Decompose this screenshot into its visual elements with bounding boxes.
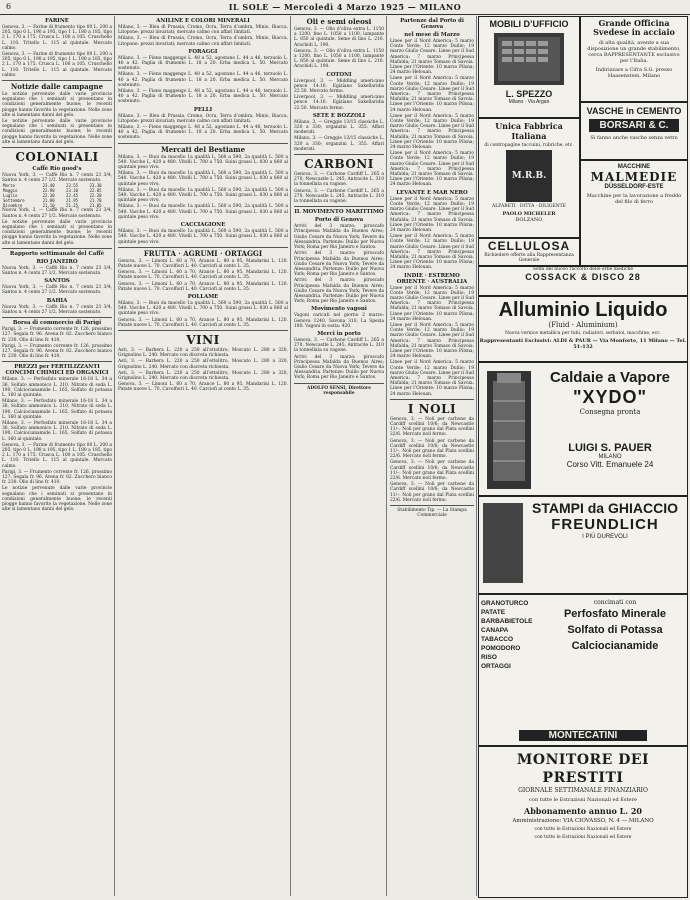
section-heading: INDIE · ESTREMO ORIENTE · AUSTRALIA (396, 272, 468, 285)
article-text: Arrivi del 3 marzo: piroscafo Principessa Mafalda da Buenos Aires; Giulio Cesare da Nuova York; Tevere da Alessandria. Partenze: Duilio per Nuova York; Roma per Rio Janeiro e Santos. (294, 251, 384, 278)
article-text: Nuova York, 3. — Caffè Rio n. 7 cents 23 3/4, Santos n. 4 cents 27 1/2. Mercato sostenuto. (2, 285, 112, 296)
article-text: Arrivi del 3 marzo: piroscafo Principessa Mafalda da Buenos Aires; Giulio Cesare da Nuova York; Tevere da Alessandria. Partenze: Duilio per Nuova York; Roma per Rio Janeiro e Santos. (294, 224, 384, 251)
ad-brand: L. SPEZZO (505, 89, 553, 99)
section-heading: BAHIA (46, 297, 68, 304)
fertilizer-name: Perfosfato Minerale (563, 608, 667, 620)
section-heading: Oli e semi oleosi (306, 17, 372, 26)
section-heading: ANILINE E COLORI MINERALI (156, 18, 250, 24)
article-text: Le notizie pervenute dalle varie provincie segnalano che i seminati si presentano in condizioni generalmente buone; le recenti piogge hanno favorito la vegetazione. Nelle zone alte si lamentano danni del gelo. (2, 219, 112, 246)
ad-stampi-ghiaccio (478, 496, 688, 594)
ad-subtext: DÜSSELDORF-ESTE (604, 184, 664, 190)
article-text: Milano, 3. — Buoi da macello 1a qualità L. 560 a 590, 2a qualità L. 500 a 540. Vacche L. 420 a 480. Vitelli L. 700 a 750. Suini grassi L. 830 a 860 al quintale peso vivo. (118, 171, 288, 187)
article-text: Genova, 3. — Carbone Cardiff L. 265 a 270, Newcastle L. 245, Antracite L. 310 la tonnellata su vagone. (294, 337, 384, 354)
page-header (0, 0, 690, 15)
book-illustration: M.R.B. (506, 150, 552, 202)
article-text: Parigi, 3. — Frumento corrente fr. 126, prossimo 127. Segala fr. 96. Avena fr. 82. Zucchero bianco fr. 230. Olio di lino fr. 410. (2, 327, 112, 343)
section-heading: Borsa di commercio di Parigi (12, 320, 102, 327)
section-heading: COTONI (326, 71, 352, 78)
article-text: Genova, 3. — Limoni L. 60 a 70, Arance L. 80 a 95, Mandarini L. 120. Patate nuove L. 70. Cavolfiori L. 40. Carciofi al cento L. 35. (118, 317, 288, 328)
crop-name: GRANOTURCO (481, 600, 529, 607)
table-row: Marzo 23.40 23.55 23.30 (3, 183, 102, 189)
editor-credit: ADOLFO SENSI, Direttore responsabile (306, 385, 372, 396)
section-heading: I NOLI (407, 401, 457, 416)
article-text: Genova, 3. — Farine di frumento tipo 00 L. 200 a 205, tipo 0 L. 190 a 195, tipo 1 L. 180 a 185, tipo 2 L. 170 a 175. Crusca L. 100 a 105. Cruschello L. 110. Tritello L. 115 al quintale. Mercato calmo. (2, 25, 112, 51)
ad-title: Unica Fabbrica Italiana (495, 121, 563, 141)
ad-officina-svedese (580, 16, 688, 102)
ad-cellulosa (478, 238, 580, 266)
ad-concimi-montecatini (478, 594, 688, 746)
article-text: Genova, 3. — Carbone Cardiff L. 265 a 270, Newcastle L. 245, Antracite L. 310 la tonnellata su vagone. (294, 188, 384, 205)
ad-text: con tutte le Estrazioni Nazionali ed Estere (534, 827, 632, 832)
ad-subtitle: GIORNALE SETTIMANALE FINANZIARIO (518, 787, 648, 794)
crop-name: CANAPA (481, 627, 509, 634)
crop-name: PATATE (481, 609, 506, 616)
caffe-table (2, 184, 112, 208)
article-text: Milano, 3. — Buoi da macello 1a qualità L. 560 a 590, 2a qualità L. 500 a 540. Vacche L. 420 a 480. Vitelli L. 700 a 750. Suini grassi L. 830 a 860 al quintale peso vivo. (118, 187, 288, 204)
section-heading: IL MOVIMENTO MARITTIMO (294, 209, 384, 216)
article-text: Genova, 3. — Carbone Cardiff L. 265 a 270, Newcastle L. 245, Antracite L. 310 la tonnellata su vagone. (294, 172, 384, 188)
ad-city: BOLZANO (515, 217, 543, 223)
article-text: Linee per il Nord America: 5 marzo Conte Verde; 12 marzo Duilio; 19 marzo Giulio Cesare. Linee per il Sud America: 7 marzo Principessa Mafalda; 21 marzo Tomaso di Savoia. Linee per l’Oriente: 10 marzo Pilsna; 24 marzo Helouan. (390, 234, 474, 271)
section-heading: Mercati del Bestiame (160, 144, 246, 154)
table-row: Maggio 22.90 23.10 22.85 (3, 188, 102, 194)
ad-title: Alluminio Liquido (498, 299, 668, 321)
section-heading: CARBONI (304, 157, 374, 172)
ad-contact: Indirizzare a Cifra S.G. presso Haasenstein, Milano (595, 67, 673, 79)
crop-name: ORTAGGI (481, 663, 511, 670)
ad-brand: MONTECATINI (519, 730, 647, 741)
ad-brand: "XYDO" (572, 387, 648, 407)
ad-mobili-ufficio (478, 16, 580, 118)
ad-brand: MALMEDIE (590, 170, 678, 184)
article-text: Milano, 3. — Buoi da macello 1a qualità L. 560 a 590, 2a qualità L. 500 a 540. Vacche L. 420 a 480. Vitelli L. 700 a 750. Suini grassi L. 830 a 860 al quintale peso vivo. (118, 154, 288, 171)
ad-address: Amministrazione: VIA CIOVASSO, N. 4 — MILANO (512, 818, 654, 824)
article-text: Milano, 3. — Bleu di Prussia, Cromo, Ocra, Terra d’ombra, Minio, Biacca, Litopone: prezzi invariati; mercato calmo con affari limitati. (118, 25, 288, 36)
article-text: Linee per il Nord America: 5 marzo Conte Verde; 12 marzo Duilio; 19 marzo Giulio Cesare. Linee per il Sud America: 7 marzo Principessa Mafalda; 21 marzo Tomaso di Savoia. Linee per l’Oriente: 10 marzo Pilsna; 24 marzo Helouan. (390, 322, 474, 360)
section-heading: Notizie dalle campagne (10, 82, 104, 92)
article-text: Genova, 3. — Limoni L. 60 a 70, Arance L. 80 a 95, Mandarini L. 120. Patate nuove L. 70. Cavolfiori L. 40. Carciofi al cento L. 35. (118, 270, 288, 281)
section-heading: COLONIALI (15, 150, 99, 165)
cabinet-illustration (494, 33, 564, 85)
crop-name: TABACCO (481, 636, 514, 643)
article-text: Liverpool, 3. — Middling americano pence 14.10. Egiziano Sakellaridis 22.50. Mercato fermo. (294, 95, 384, 111)
article-text: Milano, 3. — Fieno maggengo L. 48 a 52, agostano L. 44 a 46, terzuolo L. 40 a 42. Paglia di frumento L. 18 a 20. Erba medica L. 50. Mercato sostenuto. (118, 89, 288, 105)
article-text: Linee per il Nord America: 5 marzo Conte Verde; 12 marzo Duilio; 19 marzo Giulio Cesare. Linee per il Sud America: 7 marzo Principessa Mafalda; 21 marzo Tomaso di Savoia. Linee per l’Oriente: 10 marzo Pilsna; 24 marzo Helouan. (390, 76, 474, 113)
ad-malmedie (580, 160, 688, 266)
fertilizer-name: Solfato di Potassa (567, 624, 663, 636)
ad-unica-fabbrica (478, 118, 580, 238)
section-heading: SANTOS (44, 278, 70, 285)
ad-maker: LUIGI S. PAUER (568, 442, 652, 454)
article-text: Genova, 3. — Farine di frumento tipo 00 L. 200 a 205, tipo 0 L. 190 a 195, tipo 1 L. 180 a 185, tipo 2 L. 170 a 175. Crusca L. 100 a 105. Cruschello L. 110. Tritello L. 115 al quintale. Mercato calmo. (2, 52, 112, 78)
column-4 (390, 16, 477, 896)
article-text: Le notizie pervenute dalle varie provincie segnalano che i seminati si presentano in condizioni generalmente buone; le recenti piogge hanno favorito la vegetazione. Nelle zone alte si lamentano danni del gelo. (2, 92, 112, 118)
ad-text: Richiedere offerte alla Rappresentanza Generale (484, 253, 574, 263)
section-heading: FORAGGI (188, 48, 218, 55)
article-text: Milano, 3. — Bleu di Prussia, Cromo, Ocra, Terra d’ombra, Minio, Biacca, Litopone: prezzi invariati; mercato calmo con affari limitati. (118, 113, 288, 124)
ad-subtext: ALFABETI · DITTA · DILIGENTE (492, 204, 566, 209)
ad-title: CELLULOSA (487, 239, 571, 253)
article-text: Nuova York, 3. — Caffè Rio n. 7 cents 23 3/4, Santos n. 4 cents 27 1/2. Mercato sostenuto. (2, 304, 112, 315)
crop-name: BARBABIETOLE (481, 618, 533, 625)
article-text: Asti, 3. — Barbera L. 220 a 250 all’ettolitro, Moscato L. 280 a 320, Grignolino L. 240. Mercato con discreta richiesta. (118, 359, 288, 370)
ad-maker: PAOLO MICHELER (502, 211, 556, 217)
article-text: Genova, 3. — Farine di frumento tipo 00 L. 200 a 205, tipo 0 L. 190 a 195, tipo 1 L. 180 a 185, tipo 2 L. 170 a 175. Crusca L. 100 a 105. Cruschello L. 110. Tritello L. 115 al quintale. Mercato calmo. (2, 442, 112, 469)
article-text: Genova, 3. — Limoni L. 60 a 70, Arance L. 80 a 95, Mandarini L. 120. Patate nuove L. 70. Cavolfiori L. 40. Carciofi al cento L. 35. (118, 281, 288, 292)
article-text: Milano, 3. — Fieno maggengo L. 48 a 52, agostano L. 44 a 46, terzuolo L. 40 a 42. Paglia di frumento L. 18 a 20. Erba medica L. 50. Mercato sostenuto. (118, 72, 288, 88)
article-text: Le notizie pervenute dalle varie provincie segnalano che i seminati si presentano in condizioni generalmente buone; le recenti piogge hanno favorito la vegetazione. Nelle zone alte si lamentano danni del gelo. (2, 486, 112, 513)
section-heading: POLLAME (187, 293, 219, 300)
ad-subtitle: (Fluid - Aluminium) (548, 321, 618, 329)
section-heading: LEVANTE E MAR NERO (396, 189, 468, 196)
section-heading: Porto di Genova (314, 217, 364, 224)
ad-title: VASCHE in CEMENTO (586, 106, 682, 116)
article-text: Asti, 3. — Barbera L. 220 a 250 all’ettolitro, Moscato L. 280 a 320, Grignolino L. 240. Mercato con discreta richiesta. (118, 370, 288, 381)
printer-credit: Stabilimento Tip. — La Stampa Commerciale (397, 508, 467, 519)
fertilizer-name: Calciocianamide (571, 640, 659, 652)
ad-title: Caldaie a Vapore (549, 369, 671, 386)
section-heading: RIO JANEIRO (36, 258, 78, 265)
section-heading: FRUTTA · AGRUMI · ORTAGGI (143, 248, 263, 258)
article-text: Genova, 3. — Noli per carbone da Cardiff scellini 10/6; da Newcastle 11/–. Noli per grano dal Plata scellini 22/6. Mercato noli fermo. (390, 482, 474, 503)
ad-caldaie-xydo (478, 362, 688, 496)
section-heading: PREZZI per FERTILIZZANTI CONCIMI CHIMICI ED ORGANICI (5, 364, 109, 377)
article-text: Genova, 3. — Olio d’oliva extra L. 1150 a 1200, fino L. 1050 a 1100, lampante L. 850 al quintale. Seme di lino L. 210. Arachidi L. 190. (294, 48, 384, 70)
article-text: Genova, 3. — Olio d’oliva extra L. 1150 a 1200, fino L. 1050 a 1100, lampante L. 850 al quintale. Seme di lino L. 210. Arachidi L. 190. (294, 27, 384, 48)
section-heading: SETE E BOZZOLI (312, 112, 366, 119)
article-text: Milano, 3. — Perfosfato minerale 16-18 L. 34 a 36, Solfato ammonico L. 210, Nitrato di soda L. 190, Calciocianamide L. 165, Solfato di potassa L. 160 al quintale. (2, 420, 112, 442)
ad-brand: BORSARI & C. (589, 119, 679, 132)
ad-cossack (478, 266, 688, 296)
ad-text: con tutte le Estrazioni Nazionali ed Estere (534, 835, 632, 840)
column-1 (2, 16, 115, 896)
ice-mold-illustration (483, 503, 523, 583)
article-text: Genova, 3. — Noli per carbone da Cardiff scellini 10/6; da Newcastle 11/–. Noli per grano dal Plata scellini 22/6. Mercato noli fermo. (390, 416, 474, 438)
boiler-illustration (487, 371, 531, 489)
crop-name: POMODORO (481, 645, 521, 652)
masthead-line: IL SOLE — Mercoledì 4 Marzo 1925 — MILANO (228, 2, 462, 12)
section-heading: Rapporto settimanale del Caffè (9, 250, 105, 257)
ad-text: Nuova vernice metallica per tubi, radiatori, serbatoi, macchine, ecc. (504, 331, 662, 336)
crop-name: RISO (481, 654, 497, 661)
section-heading: FARINE (45, 18, 69, 24)
article-text: Milano, 3. — Fieno maggengo L. 48 a 52, agostano L. 44 a 46, terzuolo L. 40 a 42. Paglia di frumento L. 18 a 20. Erba medica L. 50. Mercato sostenuto. (118, 55, 288, 72)
article-text: Milano, 3. — Buoi da macello 1a qualità L. 560 a 590, 2a qualità L. 500 a 540. Vacche L. 420 a 480. Vitelli L. 700 a 750. Suini grassi L. 830 a 860 al quintale peso vivo. (118, 229, 288, 245)
section-heading: nel mese di Marzo (404, 32, 460, 38)
article-text: Milano, 3. — Perfosfato minerale 16-18 L. 34 a 36, Solfato ammonico L. 210, Nitrato di soda L. 190, Calciocianamide L. 165, Solfato di potassa L. 160 al quintale. (2, 399, 112, 420)
article-text: Milano, 3. — Buoi da macello 1a qualità L. 560 a 590, 2a qualità L. 500 a 540. Vacche L. 420 a 480. Vitelli L. 700 a 750. Suini grassi L. 830 a 860 al quintale peso vivo. (118, 300, 288, 317)
section-heading: Partenze dal Porto di Genova (400, 18, 464, 30)
ad-address: Corso Vitt. Emanuele 24 (566, 460, 654, 469)
article-text: Nuova York, 3. — Caffè Rio n. 7 cents 23 3/4, Santos n. 4 cents 27 1/2. Mercato sostenuto. (2, 208, 112, 219)
section-heading: PELLI (193, 106, 213, 113)
ad-title: MOBILI D’UFFICIO (489, 19, 569, 29)
ad-text: con tutte le Estrazioni Nazionali ed Estere (529, 797, 637, 803)
article-text: Genova, 3. — Noli per carbone da Cardiff scellini 10/6; da Newcastle 11/–. Noli per grano dal Plata scellini 22/6. Mercato noli fermo. (390, 438, 474, 460)
article-text: Linee per il Nord America: 5 marzo Conte Verde; 12 marzo Duilio; 19 marzo Giulio Cesare. Linee per il Sud America: 7 marzo Principessa Mafalda; 21 marzo Tomaso di Savoia. Linee per l’Oriente: 10 marzo Pilsna; 24 marzo Helouan. (390, 196, 474, 233)
ad-vasche-cemento (580, 102, 688, 160)
section-heading: Merci in porto (317, 330, 361, 337)
ad-text: di alta qualità, avente a sua disposizione un grande stabilimento, cerca RAPPRESENTANTE esclusivo per l’Italia. (587, 40, 681, 64)
column-3 (294, 16, 387, 896)
ad-subtext: Consegna pronta (579, 408, 641, 416)
ad-alluminio-liquido (478, 296, 688, 362)
ad-text: Macchine per la lavorazione a freddo del filo di ferro (586, 193, 682, 205)
article-text: Milano, 3. — Greggie 13/15 classiche L. 320 a 330; organzini L. 355. Affari moderati. (294, 119, 384, 136)
table-row: Luglio 22.30 22.45 22.20 (3, 193, 102, 199)
article-text: Parigi, 3. — Frumento corrente fr. 126, prossimo 127. Segala fr. 96. Avena fr. 82. Zucchero bianco fr. 230. Olio di lino fr. 410. (2, 343, 112, 360)
article-text: Milano, 3. — Bleu di Prussia, Cromo, Ocra, Terra d’ombra, Minio, Biacca, Litopone: prezzi invariati; mercato calmo con affari limitati. (118, 36, 288, 47)
article-text: Arrivi del 3 marzo: piroscafo Principessa Mafalda da Buenos Aires; Giulio Cesare da Nuova York; Tevere da Alessandria. Partenze: Duilio per Nuova York; Roma per Rio Janeiro e Santos. (294, 278, 384, 305)
page-number: 6 (6, 2, 12, 11)
ad-subtext: Si fanno anche vasche senza vetro (590, 135, 678, 141)
ad-address: Milano · Via Argan (508, 99, 550, 105)
article-text: Genova, 3. — Limoni L. 60 a 70, Arance L. 80 a 95, Mandarini L. 120. Patate nuove L. 70. Cavolfiori L. 40. Carciofi al cento L. 35. (118, 258, 288, 269)
ad-title: STAMPI da GHIACCIO (532, 500, 678, 516)
article-text: Linee per il Nord America: 5 marzo Conte Verde; 12 marzo Duilio; 19 marzo Giulio Cesare. Linee per il Sud America: 7 marzo Principessa Mafalda; 21 marzo Tomaso di Savoia. Linee per l’Oriente: 10 marzo Pilsna; 24 marzo Helouan. (390, 285, 474, 322)
table-row: Settembre 21.80 21.95 21.70 (3, 197, 102, 203)
article-text: Arrivi del 3 marzo: piroscafo Principessa Mafalda da Buenos Aires; Giulio Cesare da Nuova York; Tevere da Alessandria. Partenze: Duilio per Nuova York; Roma per Rio Janeiro e Santos. (294, 354, 384, 381)
section-heading: CACCIAGIONE (180, 222, 226, 229)
column-2 (118, 16, 291, 896)
article-text: Linee per il Nord America: 5 marzo Conte Verde; 12 marzo Duilio; 19 marzo Giulio Cesare. Linee per il Sud America: 7 marzo Principessa Mafalda; 21 marzo Tomaso di Savoia. Linee per l’Oriente: 10 marzo Pilsna; 24 marzo Helouan. (390, 360, 474, 397)
section-heading: Caffè Rio good’s (32, 166, 82, 173)
ad-title: MONITORE DEI PRESTITI (516, 752, 650, 786)
article-text: Linee per il Nord America: 5 marzo Conte Verde; 12 marzo Duilio; 19 marzo Giulio Cesare. Linee per il Sud America: 7 marzo Principessa Mafalda; 21 marzo Tomaso di Savoia. Linee per l’Oriente: 10 marzo Pilsna; 24 marzo Helouan. (390, 39, 474, 76)
article-text: Asti, 3. — Barbera L. 220 a 250 all’ettolitro, Moscato L. 280 a 320, Grignolino L. 240. Mercato con discreta richiesta. (118, 347, 288, 359)
article-text: Milano, 3. — Perfosfato minerale 16-18 L. 34 a 36, Solfato ammonico L. 210, Nitrato di soda L. 190, Calciocianamide L. 165, Solfato di potassa L. 160 al quintale. (2, 377, 112, 398)
article-text: Milano, 3. — Greggie 13/15 classiche L. 320 a 330; organzini L. 355. Affari moderati. (294, 136, 384, 152)
article-text: Milano, 3. — Buoi da macello 1a qualità L. 560 a 590, 2a qualità L. 500 a 540. Vacche L. 420 a 480. Vitelli L. 700 a 750. Suini grassi L. 830 a 860 al quintale peso vivo. (118, 204, 288, 220)
article-text: Nuova York, 3. — Caffè Rio n. 7 cents 23 3/4, Santos n. 4 cents 27 1/2. Mercato sostenuto. (2, 265, 112, 277)
ad-subtext: concimati con (593, 599, 637, 606)
ad-contact: Rappresentanti Esclusivi: ALDI & PAUR — Via Monforte, 11 Milano — Tel. 51-132 (479, 338, 687, 350)
article-text: Genova, 3. — Limoni L. 60 a 70, Arance L. 80 a 95, Mandarini L. 120. Patate nuove L. 70. Cavolfiori L. 40. Carciofi al cento L. 35. (118, 382, 288, 393)
article-text: Parigi, 3. — Frumento corrente fr. 126, prossimo 127. Segala fr. 96. Avena fr. 82. Zucchero bianco fr. 230. Olio di lino fr. 410. (2, 469, 112, 486)
ad-title: Grande Officina Svedese in acciaio (593, 18, 675, 37)
ad-city: MILANO (598, 454, 622, 460)
article-text: Nuova York, 3. — Caffè Rio n. 7 cents 23 3/4, Santos n. 4 cents 27 1/2. Mercato sostenuto. (2, 173, 112, 184)
article-text: Liverpool, 3. — Middling americano pence 14.10. Egiziano Sakellaridis 22.50. Mercato fermo. (294, 78, 384, 95)
advertisement-column (478, 16, 688, 898)
article-text: Vagoni caricati nel giorno 2 marzo: Genova 1240, Savona 310, La Spezia 180. Vagoni in sosta: 420. (294, 313, 384, 329)
article-text: Genova, 3. — Noli per carbone da Cardiff scellini 10/6; da Newcastle 11/–. Noli per grano dal Plata scellini 22/6. Mercato noli fermo. (390, 460, 474, 482)
section-heading: VINI (186, 332, 220, 347)
ad-price: Abbonamento annuo L. 20 (524, 806, 642, 816)
ad-subtext: Semi del nuovo raccolto delle erbe mediche (532, 267, 634, 272)
article-text: Milano, 3. — Fieno maggengo L. 48 a 52, agostano L. 44 a 46, terzuolo L. 40 a 42. Paglia di frumento L. 18 a 20. Erba medica L. 50. Mercato sostenuto. (118, 125, 288, 141)
table-row: Dicembre 21.10 21.25 21.05 (3, 202, 102, 208)
article-text: Linee per il Nord America: 5 marzo Conte Verde; 12 marzo Duilio; 19 marzo Giulio Cesare. Linee per il Sud America: 7 marzo Principessa Mafalda; 21 marzo Tomaso di Savoia. Linee per l’Oriente: 10 marzo Pilsna; 24 marzo Helouan. (390, 113, 474, 151)
ad-title: COSSACK & DISCO 28 (525, 272, 641, 282)
article-text: Le notizie pervenute dalle varie provincie segnalano che i seminati si presentano in condizioni generalmente buone; le recenti piogge hanno favorito la vegetazione. Nelle zone alte si lamentano danni del gelo. (2, 119, 112, 145)
ad-monitore-prestiti (478, 746, 688, 898)
ad-text: di contropagine taccuini, rubriche, etc. (484, 143, 574, 148)
ad-subtext: I PIÙ DUREVOLI (582, 534, 628, 540)
article-text: Linee per il Nord America: 5 marzo Conte Verde; 12 marzo Duilio; 19 marzo Giulio Cesare. Linee per il Sud America: 7 marzo Principessa Mafalda; 21 marzo Tomaso di Savoia. Linee per l’Oriente: 10 marzo Pilsna; 24 marzo Helouan. (390, 151, 474, 188)
ad-brand: FREUNDLICH (551, 516, 659, 533)
ad-title: MACCHINE (617, 164, 651, 170)
section-heading: Movimento vagoni (311, 306, 367, 313)
